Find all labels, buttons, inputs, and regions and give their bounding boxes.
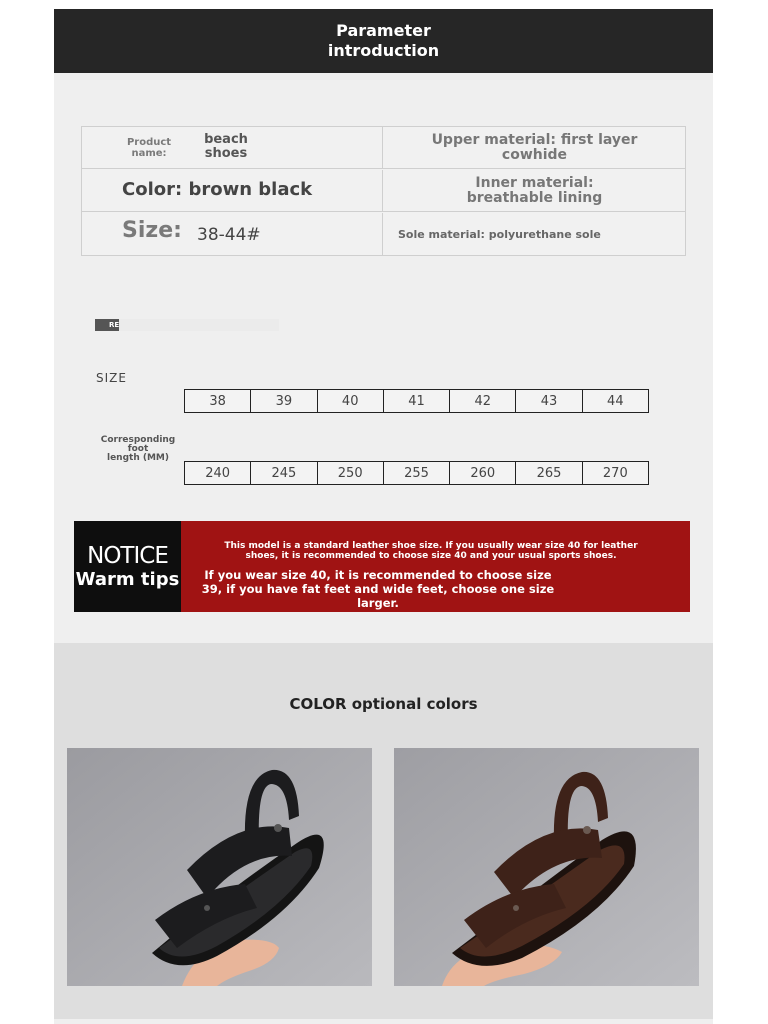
- product-name-value: beach shoes: [204, 132, 248, 161]
- brown-sandal-photo: [394, 748, 699, 986]
- size-cell: 40: [318, 390, 384, 412]
- size-cell: 39: [251, 390, 317, 412]
- size-cell: 41: [384, 390, 450, 412]
- foot-length-cell: 265: [516, 462, 582, 484]
- color-options-section: [54, 643, 713, 1019]
- notice-title: NOTICE: [87, 542, 168, 569]
- foot-length-cell: 245: [251, 462, 317, 484]
- upper-material-text: Upper material: first layer cowhide: [431, 132, 638, 163]
- foot-length-cell: 270: [602, 465, 628, 481]
- sole-material-text: Sole material: polyurethane sole: [398, 227, 601, 241]
- notice-text-big: If you wear size 40, it is recommended to choose size 39, if you have fat feet and wide feet, choose one size larger.: [201, 568, 555, 610]
- parameter-row: [82, 170, 685, 212]
- black-sandal-icon: [67, 748, 372, 986]
- parameter-header: [54, 9, 713, 73]
- notice-text-small: This model is a standard leather shoe size. If you usually wear size 40 for leather shoes, it is recommended to choose size 40 and your usual sports shoes.: [224, 541, 638, 561]
- foot-length-cell: 240: [185, 462, 251, 484]
- notice-text-block: [181, 521, 690, 612]
- size-cell: 44: [607, 393, 624, 409]
- size-heading: SIZE: [96, 371, 127, 385]
- foot-length-heading: Corresponding foot length (MM): [100, 435, 176, 463]
- product-name-label: Product name:: [126, 137, 172, 159]
- color-text: Color: brown black: [122, 179, 313, 200]
- black-sandal-photo: [67, 748, 372, 986]
- color-section-title: COLOR optional colors: [289, 695, 478, 713]
- bottom-divider: [54, 1019, 713, 1024]
- size-label: Size:: [122, 218, 182, 243]
- size-cell: [82, 213, 383, 255]
- foot-length-cell: 260: [450, 462, 516, 484]
- reference-tag-bar: [119, 319, 279, 331]
- foot-length-row: [184, 461, 649, 485]
- parameter-row: [82, 127, 685, 169]
- parameter-row: [82, 213, 685, 255]
- sole-material-cell: [384, 213, 685, 255]
- foot-length-cell: 255: [384, 462, 450, 484]
- size-cell: 38: [185, 390, 251, 412]
- upper-material-cell: [384, 127, 685, 169]
- size-row: [184, 389, 649, 413]
- notice-subtitle: Warm tips: [75, 568, 180, 590]
- size-value: 38-44#: [197, 225, 261, 245]
- inner-material-cell: [384, 170, 685, 212]
- parameter-table: [81, 126, 686, 256]
- page-title: Parameter introduction: [327, 21, 440, 60]
- size-cell: 42: [450, 390, 516, 412]
- notice-label-block: [74, 521, 181, 612]
- foot-length-cell: 250: [318, 462, 384, 484]
- brown-sandal-icon: [394, 748, 699, 986]
- notice-banner: [74, 521, 690, 612]
- product-name-cell: [82, 127, 383, 169]
- top-divider: [54, 0, 713, 9]
- product-detail-page: [54, 0, 713, 1024]
- reference-tag: RE: [95, 319, 119, 331]
- size-cell: 43: [516, 390, 582, 412]
- inner-material-text: Inner material: breathable lining: [466, 175, 603, 206]
- color-cell: [82, 170, 383, 212]
